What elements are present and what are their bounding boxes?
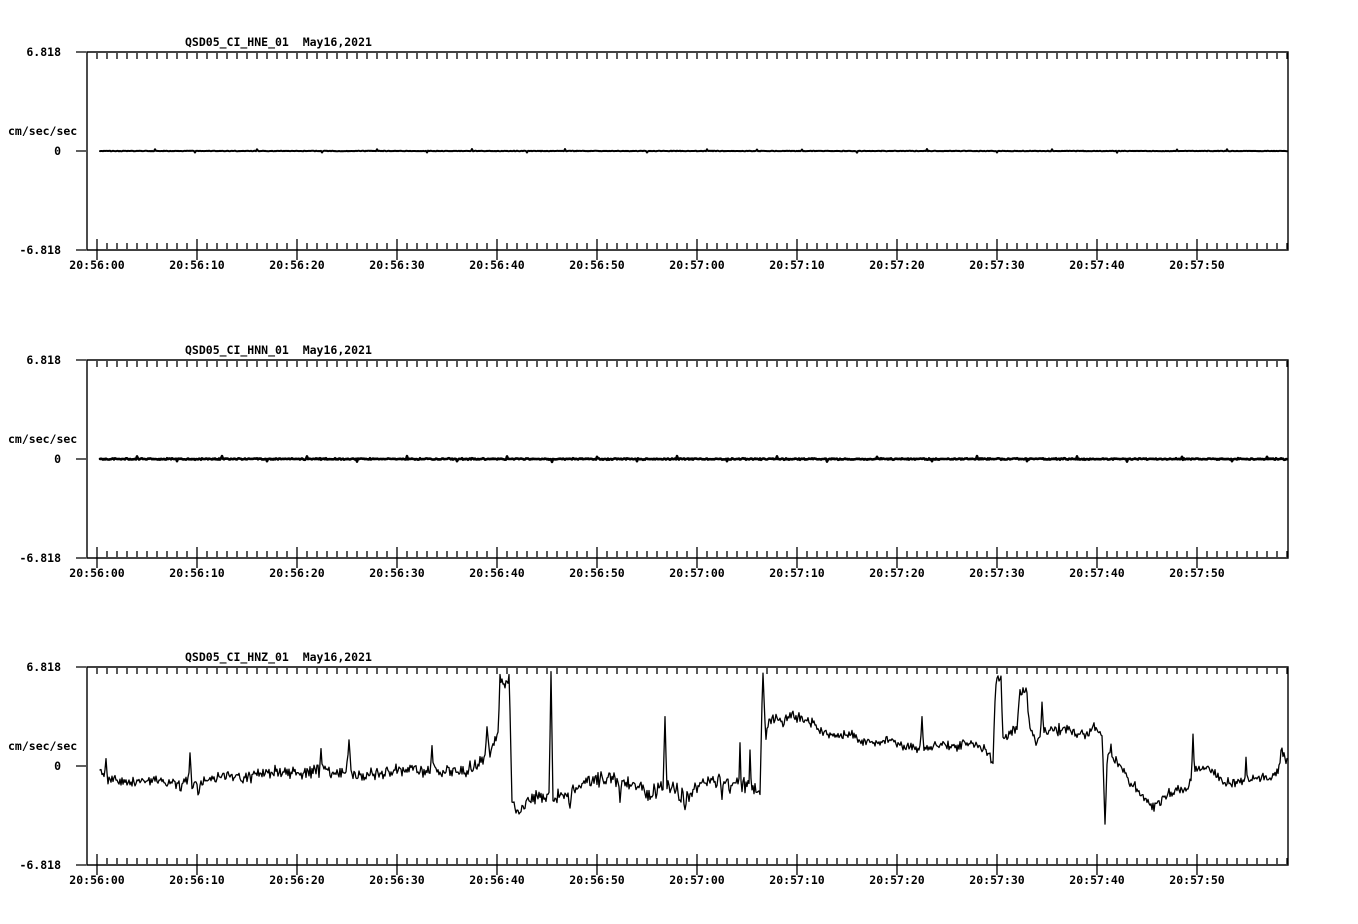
x-tick-label: 20:57:40 <box>1069 566 1125 580</box>
x-tick-label: 20:57:40 <box>1069 873 1125 887</box>
x-tick-label: 20:57:20 <box>869 258 925 272</box>
seismogram-panel-hnn <box>0 343 1358 580</box>
x-tick-label: 20:57:20 <box>869 566 925 580</box>
x-tick-label: 20:57:20 <box>869 873 925 887</box>
x-tick-label: 20:57:50 <box>1169 258 1225 272</box>
x-tick-label: 20:56:00 <box>69 873 125 887</box>
panel-title: QSD05_CI_HNN_01 May16,2021 <box>185 343 372 357</box>
x-tick-label: 20:56:10 <box>169 566 225 580</box>
y-axis-units-label: cm/sec/sec <box>8 432 78 446</box>
x-tick-label: 20:56:20 <box>269 258 325 272</box>
x-tick-label: 20:56:40 <box>469 873 525 887</box>
y-axis-min-label: -6.818 <box>19 551 61 565</box>
x-tick-label: 20:56:10 <box>169 873 225 887</box>
x-tick-label: 20:57:30 <box>969 873 1025 887</box>
y-axis-zero-label: 0 <box>54 759 61 773</box>
x-tick-label: 20:57:10 <box>769 873 825 887</box>
x-tick-label: 20:56:20 <box>269 873 325 887</box>
x-tick-label: 20:57:00 <box>669 873 725 887</box>
x-tick-label: 20:56:10 <box>169 258 225 272</box>
y-axis-min-label: -6.818 <box>19 243 61 257</box>
y-axis-min-label: -6.818 <box>19 858 61 872</box>
x-tick-label: 20:56:00 <box>69 566 125 580</box>
x-tick-label: 20:56:30 <box>369 873 425 887</box>
x-tick-label: 20:57:40 <box>1069 258 1125 272</box>
x-tick-label: 20:56:20 <box>269 566 325 580</box>
x-tick-label: 20:56:30 <box>369 258 425 272</box>
x-tick-label: 20:57:00 <box>669 566 725 580</box>
x-tick-label: 20:57:00 <box>669 258 725 272</box>
seismogram-panel-hnz <box>0 650 1358 887</box>
y-axis-max-label: 6.818 <box>26 660 61 674</box>
y-axis-max-label: 6.818 <box>26 353 61 367</box>
x-tick-label: 20:56:40 <box>469 258 525 272</box>
y-axis-max-label: 6.818 <box>26 45 61 59</box>
x-tick-label: 20:56:00 <box>69 258 125 272</box>
x-tick-label: 20:57:50 <box>1169 566 1225 580</box>
y-axis-zero-label: 0 <box>54 452 61 466</box>
seismogram-panel-hne <box>0 35 1358 272</box>
panel-title: QSD05_CI_HNE_01 May16,2021 <box>185 35 372 49</box>
x-tick-label: 20:57:30 <box>969 566 1025 580</box>
x-tick-label: 20:56:40 <box>469 566 525 580</box>
panel-title: QSD05_CI_HNZ_01 May16,2021 <box>185 650 372 664</box>
x-tick-label: 20:56:30 <box>369 566 425 580</box>
y-axis-zero-label: 0 <box>54 144 61 158</box>
x-tick-label: 20:57:10 <box>769 566 825 580</box>
x-tick-label: 20:57:50 <box>1169 873 1225 887</box>
x-tick-label: 20:57:30 <box>969 258 1025 272</box>
x-tick-label: 20:57:10 <box>769 258 825 272</box>
x-tick-label: 20:56:50 <box>569 258 625 272</box>
y-axis-units-label: cm/sec/sec <box>8 124 78 138</box>
x-tick-label: 20:56:50 <box>569 873 625 887</box>
y-axis-units-label: cm/sec/sec <box>8 739 78 753</box>
x-tick-label: 20:56:50 <box>569 566 625 580</box>
